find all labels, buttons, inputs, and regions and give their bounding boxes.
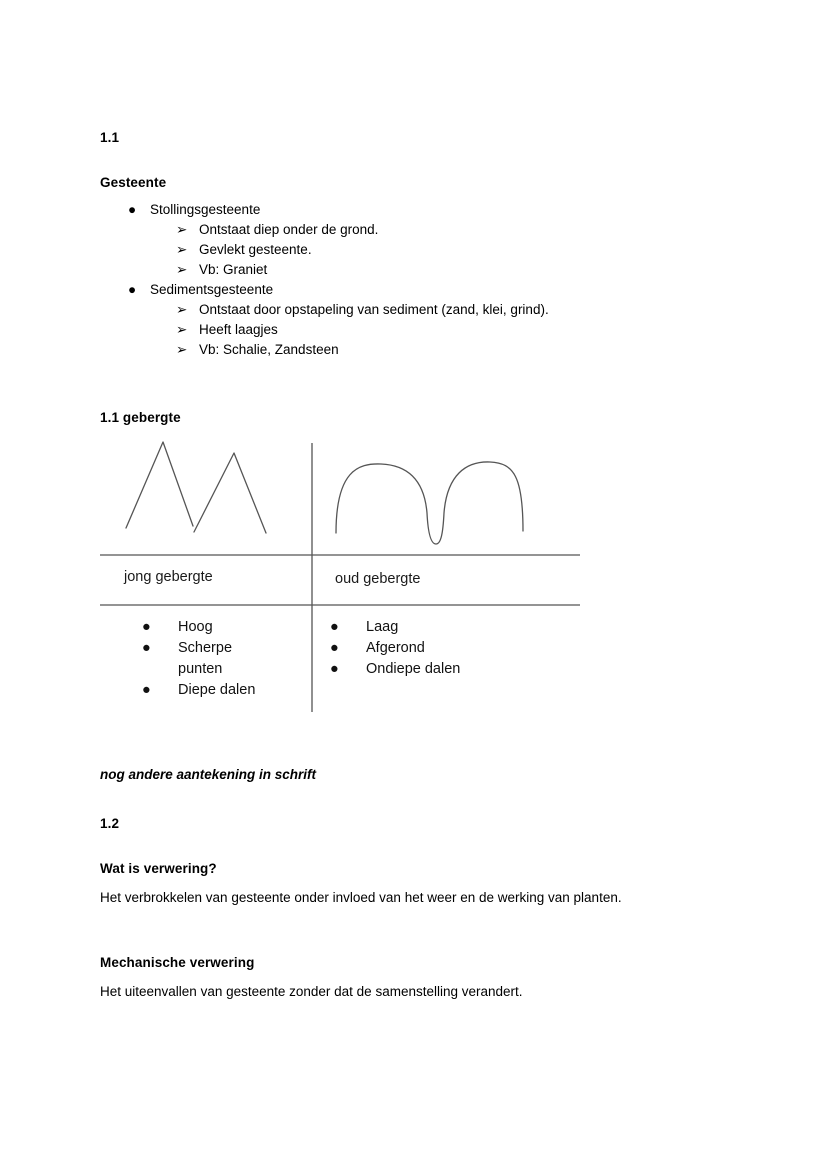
outline-item-label: Ontstaat diep onder de grond. — [199, 222, 379, 237]
outline-item — [100, 320, 740, 340]
bullet-icon: ● — [330, 661, 339, 677]
subsection-body-mechanische-verwering: Het uiteenvallen van gesteente zonder dat de samenstelling verandert. — [100, 984, 523, 999]
outline-item — [100, 300, 740, 320]
arrow-bullet-icon: ➢ — [176, 302, 188, 317]
section-heading-gesteente: Gesteente — [100, 175, 167, 190]
outline-item-label: Sedimentsgesteente — [150, 282, 274, 297]
sharp-peaks-drawing — [126, 442, 266, 533]
trait-label: Ondiepe dalen — [366, 661, 461, 677]
trait-label: Scherpe punten — [178, 640, 233, 677]
gebergte-comparison-figure — [100, 437, 600, 722]
outline-item — [100, 340, 740, 360]
trait-label: Afgerond — [366, 640, 425, 656]
traits-list-jong-gebergte — [142, 617, 312, 701]
outline-item — [100, 260, 740, 280]
trait-label: Hoog — [178, 619, 213, 635]
trait-item — [330, 659, 530, 680]
trait-item — [142, 617, 312, 638]
trait-item — [330, 617, 530, 638]
outline-item-label: Heeft laagjes — [199, 322, 278, 337]
trait-item — [142, 680, 312, 701]
outline-list — [100, 200, 740, 360]
outline-item — [100, 200, 740, 220]
arrow-bullet-icon: ➢ — [176, 342, 188, 357]
arrow-bullet-icon: ➢ — [176, 242, 188, 257]
arrow-bullet-icon: ➢ — [176, 222, 188, 237]
outline-item-label: Ontstaat door opstapeling van sediment (zand, klei, grind). — [199, 302, 549, 317]
outline-item-label: Vb: Graniet — [199, 262, 268, 277]
traits-list-oud-gebergte — [330, 617, 530, 680]
trait-item — [330, 638, 530, 659]
outline-item-label: Gevlekt gesteente. — [199, 242, 312, 257]
trait-item — [142, 638, 270, 680]
bullet-icon: ● — [142, 640, 151, 656]
trait-label: Laag — [366, 619, 399, 635]
outline-item — [100, 240, 740, 260]
subsection-heading-mechanische-verwering: Mechanische verwering — [100, 955, 255, 970]
handwritten-note-reference: nog andere aantekening in schrift — [100, 767, 317, 782]
arrow-bullet-icon: ➢ — [176, 322, 188, 337]
bullet-icon: ● — [142, 682, 151, 698]
figure-caption-gebergte: 1.1 gebergte — [100, 410, 181, 425]
section-number-1-2: 1.2 — [100, 816, 120, 831]
bullet-icon: ● — [330, 619, 339, 635]
subsection-heading-wat-is-verwering: Wat is verwering? — [100, 861, 217, 876]
outline-item — [100, 280, 740, 300]
section-number-1-1: 1.1 — [100, 130, 120, 145]
bullet-icon: ● — [128, 282, 137, 297]
outline-item — [100, 220, 740, 240]
subsection-body-wat-is-verwering: Het verbrokkelen van gesteente onder invloed van het weer en de werking van planten. — [100, 890, 622, 905]
bullet-icon: ● — [330, 640, 339, 656]
outline-item-label: Vb: Schalie, Zandsteen — [199, 342, 339, 357]
outline-item-label: Stollingsgesteente — [150, 202, 261, 217]
column-label-oud-gebergte: oud gebergte — [335, 571, 421, 587]
bullet-icon: ● — [142, 619, 151, 635]
arrow-bullet-icon: ➢ — [176, 262, 188, 277]
trait-label: Diepe dalen — [178, 682, 256, 698]
bullet-icon: ● — [128, 202, 137, 217]
rounded-hills-drawing — [336, 462, 523, 544]
column-label-jong-gebergte: jong gebergte — [124, 569, 213, 585]
